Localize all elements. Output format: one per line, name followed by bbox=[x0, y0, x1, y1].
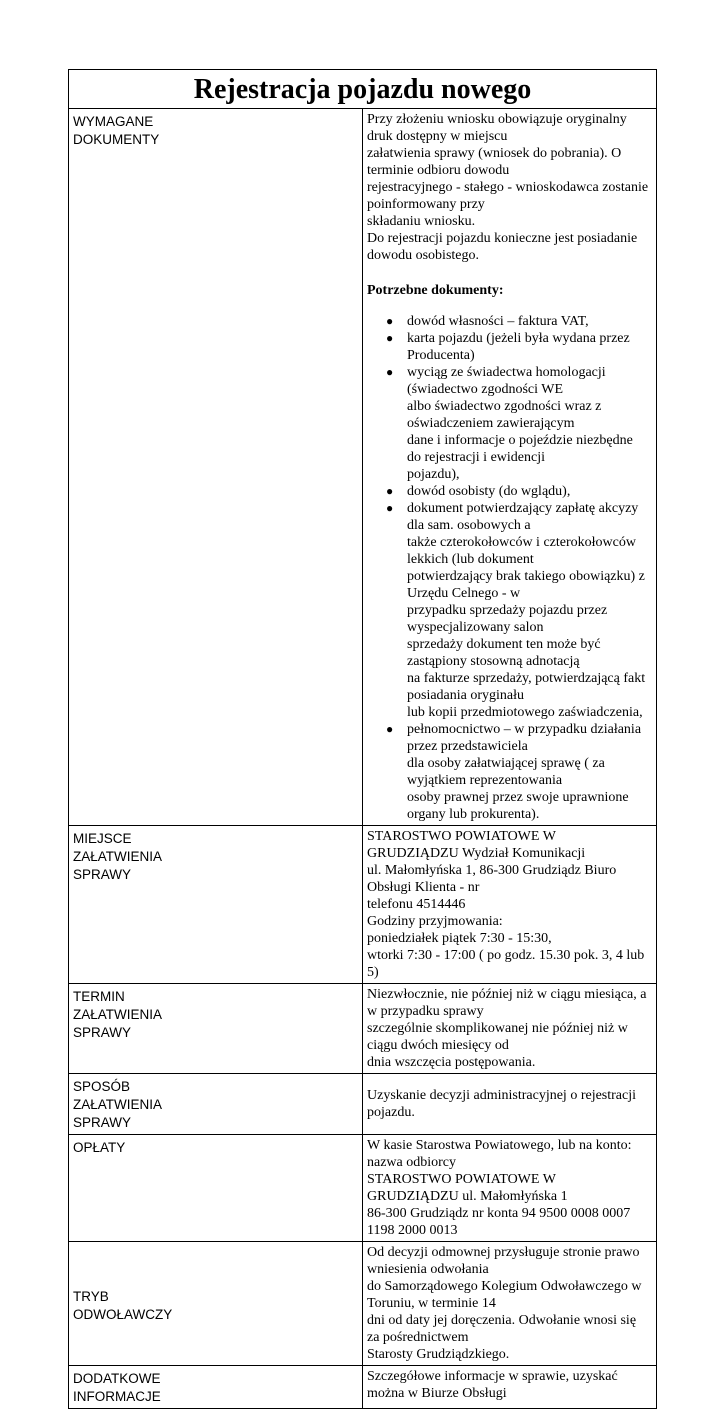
label-miejsce-zalatwienia bbox=[69, 826, 363, 984]
text-line: STAROSTWO POWIATOWE W GRUDZIĄDZU Wydział Komunikacji bbox=[367, 829, 586, 861]
label-dodatkowe-informacje bbox=[69, 1366, 363, 1409]
text-line: dane i informacje o pojeździe niezbędne do rejestracji i ewidencji bbox=[407, 433, 633, 465]
list-item bbox=[386, 500, 650, 721]
label-line: SPRAWY bbox=[73, 1025, 132, 1040]
text-line: szczególnie skomplikowanej nie później niż w ciągu dwóch miesięcy od bbox=[367, 1021, 628, 1053]
label-line: DOKUMENTY bbox=[73, 132, 160, 147]
text-line: Godziny przyjmowania: bbox=[367, 914, 503, 929]
label-line: MIEJSCE bbox=[73, 831, 132, 846]
list-item bbox=[386, 330, 650, 364]
value-wymagane-dokumenty bbox=[363, 109, 657, 826]
text-line: rejestracyjnego - stałego - wnioskodawca zostanie poinformowany przy bbox=[367, 180, 649, 212]
label-line: ODWOŁAWCZY bbox=[73, 1306, 173, 1322]
row-wymagane-dokumenty bbox=[69, 109, 657, 826]
text-line: albo świadectwo zgodności wraz z oświadczeniem zawierającym bbox=[407, 399, 602, 431]
text-line: osoby prawnej przez swoje uprawnione organy lub prokurenta). bbox=[407, 790, 629, 822]
bullet-icon: ● bbox=[386, 365, 394, 379]
value-miejsce-zalatwienia bbox=[363, 826, 657, 984]
bullet-icon: ● bbox=[386, 314, 394, 328]
label-line: TERMIN bbox=[73, 989, 125, 1004]
list-item bbox=[386, 483, 650, 500]
label-sposob-zalatwienia bbox=[69, 1074, 363, 1135]
text-line: dni od daty jej doręczenia. Odwołanie wnosi się za pośrednictwem bbox=[367, 1313, 637, 1345]
text-line: na fakturze sprzedaży, potwierdzającą fakt posiadania oryginału bbox=[407, 671, 646, 703]
label-tryb-odwolawczy bbox=[69, 1242, 363, 1366]
list-item bbox=[386, 313, 650, 330]
text-line: telefonu 4514446 bbox=[367, 897, 466, 912]
text-line: załatwienia sprawy (wniosek do pobrania). O terminie odbioru dowodu bbox=[367, 146, 622, 178]
info-table bbox=[68, 69, 657, 1409]
label-line: ZAŁATWIENIA bbox=[73, 849, 163, 864]
title-row bbox=[69, 70, 657, 109]
text-line: potwierdzający brak takiego obowiązku) z Urzędu Celnego - w bbox=[407, 569, 645, 601]
row-oplaty bbox=[69, 1135, 657, 1242]
text-line: Szczegółowe informacje w sprawie, uzyskać można w Biurze Obsługi bbox=[367, 1369, 618, 1401]
label-termin-zalatwienia bbox=[69, 984, 363, 1074]
text-line: ul. Małomłyńska 1, 86-300 Grudziądz Biuro Obsługi Klienta - nr bbox=[367, 863, 617, 895]
label-line: INFORMACJE bbox=[73, 1389, 161, 1404]
label-line: SPOSÓB bbox=[73, 1079, 131, 1094]
text-line: pojazdu), bbox=[407, 467, 460, 482]
bullet-icon: ● bbox=[386, 722, 394, 736]
text-line: składaniu wniosku. bbox=[367, 214, 476, 229]
text-line: dowód własności – faktura VAT, bbox=[407, 314, 589, 329]
row-tryb-odwolawczy bbox=[69, 1242, 657, 1366]
label-line: OPŁATY bbox=[73, 1140, 126, 1155]
text-line: wtorki 7:30 - 17:00 ( po godz. 15.30 pok. 3, 4 lub 5) bbox=[367, 948, 645, 980]
text-line: karta pojazdu (jeżeli była wydana przez Producenta) bbox=[407, 331, 630, 363]
text-line: dokument potwierdzający zapłatę akcyzy dla sam. osobowych a bbox=[407, 501, 639, 533]
text-line: Niezwłocznie, nie później niż w ciągu miesiąca, a w przypadku sprawy bbox=[367, 987, 647, 1019]
row-termin-zalatwienia bbox=[69, 984, 657, 1074]
bullet-icon: ● bbox=[386, 484, 394, 498]
text-line: W kasie Starostwa Powiatowego, lub na konto: nazwa odbiorcy bbox=[367, 1138, 632, 1170]
label-line: DODATKOWE bbox=[73, 1371, 161, 1386]
text-line: przypadku sprzedaży pojazdu przez wyspecjalizowany salon bbox=[407, 603, 608, 635]
value-oplaty bbox=[363, 1135, 657, 1242]
document bbox=[68, 69, 657, 1409]
value-termin-zalatwienia bbox=[363, 984, 657, 1074]
label-line: WYMAGANE bbox=[73, 114, 154, 129]
text-line: Starosty Grudziądzkiego. bbox=[367, 1347, 510, 1362]
text-line: 86-300 Grudziądz nr konta 94 9500 0008 0007 1198 2000 0013 bbox=[367, 1206, 631, 1238]
label-line: SPRAWY bbox=[73, 867, 132, 882]
label-line: ZAŁATWIENIA bbox=[73, 1007, 163, 1022]
text-line: sprzedaży dokument ten może być zastąpiony stosowną adnotacją bbox=[407, 637, 601, 669]
text-line: także czterokołowców i czterokołowców lekkich (lub dokument bbox=[407, 535, 636, 567]
list-item bbox=[386, 364, 650, 483]
text-line: Od decyzji odmownej przysługuje stronie prawo wniesienia odwołania bbox=[367, 1245, 640, 1277]
row-miejsce-zalatwienia bbox=[69, 826, 657, 984]
row-dodatkowe-informacje bbox=[69, 1366, 657, 1409]
text-line: pełnomocnictwo – w przypadku działania przez przedstawiciela bbox=[407, 722, 642, 754]
documents-list bbox=[367, 313, 650, 823]
documents-heading: Potrzebne dokumenty: bbox=[367, 283, 504, 298]
list-item bbox=[386, 721, 650, 823]
bullet-icon: ● bbox=[386, 331, 394, 345]
text-line: do Samorządowego Kolegium Odwoławczego w Toruniu, w terminie 14 bbox=[367, 1279, 642, 1311]
row-sposob-zalatwienia bbox=[69, 1074, 657, 1135]
value-sposob-zalatwienia bbox=[363, 1074, 657, 1135]
label-line: TRYB bbox=[73, 1288, 109, 1304]
label-line: ZAŁATWIENIA bbox=[73, 1097, 163, 1112]
text-line: dnia wszczęcia postępowania. bbox=[367, 1055, 536, 1070]
bullet-icon: ● bbox=[386, 501, 394, 515]
value-tryb-odwolawczy bbox=[363, 1242, 657, 1366]
text-line: Przy złożeniu wniosku obowiązuje oryginalny druk dostępny w miejscu bbox=[367, 112, 627, 144]
text-line: Uzyskanie decyzji administracyjnej o rejestracji pojazdu. bbox=[367, 1088, 637, 1120]
label-wymagane-dokumenty bbox=[69, 109, 363, 826]
value-dodatkowe-informacje bbox=[363, 1366, 657, 1409]
label-oplaty bbox=[69, 1135, 363, 1242]
text-line: STAROSTWO POWIATOWE W GRUDZIĄDZU ul. Małomłyńska 1 bbox=[367, 1172, 568, 1204]
text-line: Do rejestracji pojazdu konieczne jest posiadanie dowodu osobistego. bbox=[367, 231, 638, 263]
text-line: lub kopii przedmiotowego zaświadczenia, bbox=[407, 705, 643, 720]
text-line: dla osoby załatwiającej sprawę ( za wyjątkiem reprezentowania bbox=[407, 756, 605, 788]
text-line: dowód osobisty (do wglądu), bbox=[407, 484, 571, 499]
label-line: SPRAWY bbox=[73, 1115, 132, 1130]
text-line: poniedziałek piątek 7:30 - 15:30, bbox=[367, 931, 552, 946]
text-line: wyciąg ze świadectwa homologacji (świadectwo zgodności WE bbox=[407, 365, 606, 397]
document-title: Rejestracja pojazdu nowego bbox=[69, 70, 657, 109]
